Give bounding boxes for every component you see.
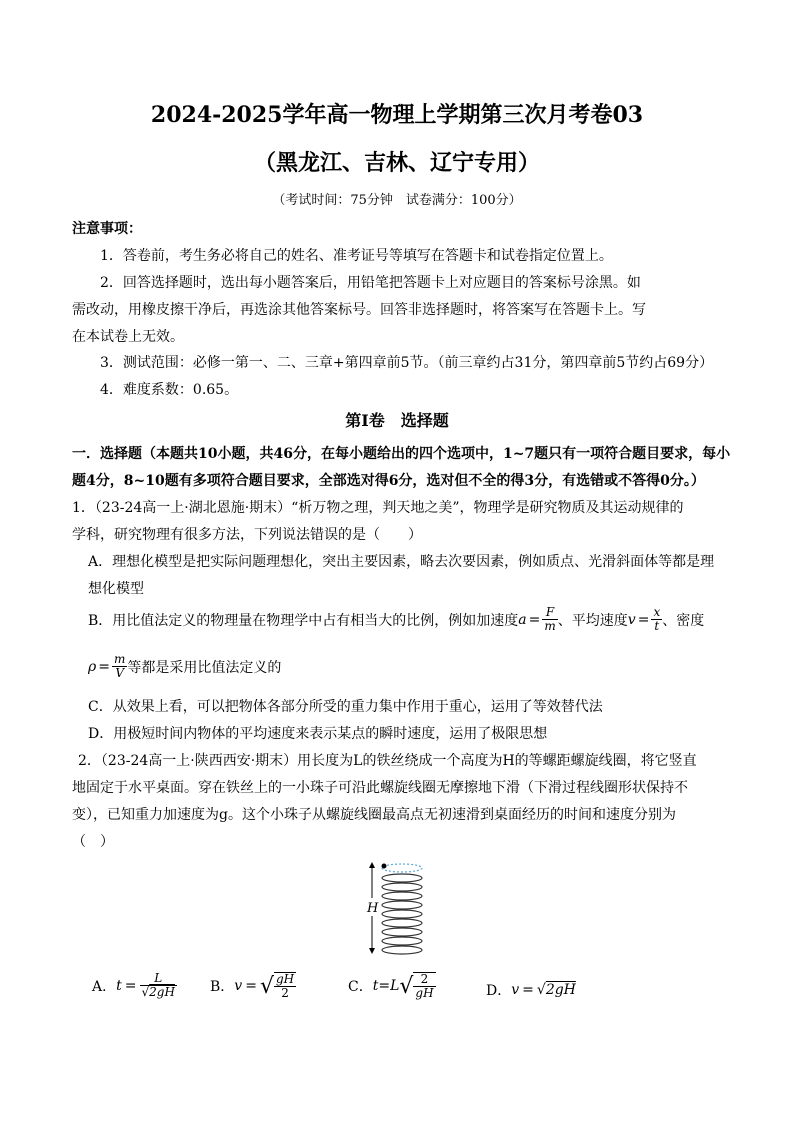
q1-stem-line-1: 1．（23-24高一上·湖北恩施·期末）“析万物之理，判天地之美”，物理学是研究物质及其运动规律的: [72, 500, 684, 516]
note-2-line-1: 2．回答选择题时，选出每小题答案后，用铅笔把答题卡上对应题目的答案标号涂黑。如: [100, 275, 641, 291]
option-c-fraction: [413, 972, 435, 1000]
option-a-label: A．: [92, 978, 117, 995]
option-c-t-l: t=L: [372, 978, 400, 994]
option-a-denominator: √2gH: [141, 985, 175, 999]
q1-option-a-line-1: A．理想化模型是把实际问题理想化，突出主要因素，略去次要因素，例如质点、光滑斜面体等都是理: [88, 554, 715, 570]
option-d-radicand: 2gH: [545, 982, 576, 998]
note-4: 4．难度系数：0.65。: [100, 382, 239, 398]
option-a-numerator: L: [140, 972, 177, 986]
q1-option-a-line-2: 想化模型: [88, 581, 144, 597]
arrow-head-top: [369, 862, 375, 868]
density-mass-symbol: m: [113, 652, 126, 666]
arrow-head-bottom: [369, 948, 375, 954]
time-symbol: t: [654, 619, 660, 633]
q1-option-b-line-2: ρ = $\frac{m}{V}$ 等都是采用比值法定义的: [88, 652, 282, 680]
displacement-symbol: x: [653, 605, 661, 619]
mass-symbol: m: [544, 619, 556, 633]
density-symbol: ρ: [88, 658, 97, 675]
option-b-v: v: [234, 978, 243, 994]
option-a-t: t: [116, 977, 122, 994]
density-text: 、密度: [662, 612, 705, 629]
section-intro-line-1: 一．选择题（本题共10小题，共46分，在每小题给出的四个选项中，1~7题只有一项符合题目要求，每小: [72, 446, 731, 462]
note-2-line-2: 需改动，用橡皮擦干净后，再选涂其他答案标号。回答非选择题时，将答案写在答题卡上。写: [72, 302, 646, 318]
bead: [382, 864, 387, 869]
option-c-numerator: 2: [413, 973, 435, 987]
avg-velocity-text: 、平均速度: [557, 612, 628, 629]
height-label: H: [367, 901, 379, 916]
note-1: 1．答卷前，考生务必将自己的姓名、准考证号等填写在答题卡和试卷指定位置上。: [100, 248, 613, 264]
section-intro-line-2: 题4分，8~10题有多项符合题目要求，全部选对得6分，选对但不全的得3分，有选错或不答得0分。）: [72, 473, 705, 489]
volume-symbol: V: [115, 666, 124, 680]
q2-stem-line-1: 2．（23-24高一上·陕西西安·期末）用长度为L的铁丝绕成一个高度为H的等螺距螺旋线圈，将它竖直: [78, 753, 697, 769]
q1-option-c: C．从效果上看，可以把物体各部分所受的重力集中作用于重心，运用了等效替代法: [88, 699, 603, 715]
density-fraction: [112, 653, 127, 680]
q2-option-a: A． t = $\frac{L}{√2gH}$: [92, 971, 175, 999]
page-title: 2024-2025学年高一物理上学期第三次月考卷03: [150, 102, 644, 128]
note-3: 3．测试范围：必修一第一、二、三章+第四章前5节。（前三章约占31分，第四章前5节约占69分）: [100, 355, 714, 371]
q1-option-d: D．用极短时间内物体的平均速度来表示某点的瞬时速度，运用了极限思想: [88, 726, 548, 742]
q2-stem-line-4: （ ）: [72, 834, 114, 850]
helix-coil-figure: [356, 858, 436, 960]
page-subtitle: （黑龙江、吉林、辽宁专用）: [253, 150, 540, 176]
q1-option-b-text-2: 等都是采用比值法定义的: [127, 659, 282, 676]
notes-heading: 注意事项：: [72, 221, 142, 237]
equals-sign: =: [528, 611, 541, 628]
q1-option-b-line-1: B．用比值法定义的物理量在物理学中占有相当大的比例，例如加速度 a = $\frac{F}{m}$ 、平均速度 v = $\frac{x}{t}$ 、密度: [88, 605, 705, 633]
force-symbol: F: [542, 606, 557, 620]
q2-stem-line-3: 变），已知重力加速度为g。这个小珠子从螺旋线圈最高点无初速滑到桌面经历的时间和速度分别为: [72, 807, 676, 823]
accel-symbol: a: [518, 611, 527, 628]
exam-meta: （考试时间：75分钟 试卷满分：100分）: [272, 193, 522, 208]
accel-fraction: [542, 606, 557, 633]
velocity-symbol: v: [627, 611, 636, 628]
q2-option-b: B． v = √ $\frac{gH}{2}$: [210, 972, 295, 1000]
q1-option-b-text: B．用比值法定义的物理量在物理学中占有相当大的比例，例如加速度: [88, 612, 519, 629]
coil-turns: [382, 864, 422, 954]
note-2-line-3: 在本试卷上无效。: [72, 329, 184, 345]
option-d-label: D．: [486, 983, 512, 999]
section-title: 第Ⅰ卷 选择题: [345, 411, 449, 430]
q2-option-c: C． t=L √ $\frac{2}{gH}$: [348, 972, 434, 1000]
q2-option-d: D． v = √ 2gH: [486, 982, 576, 999]
option-b-fraction: [274, 972, 296, 1000]
option-a-fraction: [140, 972, 177, 999]
q1-stem-line-2: 学科，研究物理有很多方法，下列说法错误的是（ ）: [72, 527, 422, 543]
option-b-numerator: gH: [275, 972, 295, 986]
velocity-fraction: [651, 606, 662, 633]
option-b-label: B．: [210, 979, 235, 995]
q2-stem-line-2: 地固定于水平桌面。穿在铁丝上的一小珠子可沿此螺旋线圈无摩擦地下滑（下滑过程线圈形状保持不: [72, 780, 688, 796]
option-d-v: v: [511, 982, 520, 998]
option-b-denominator: 2: [281, 986, 289, 1000]
option-c-label: C．: [348, 979, 373, 995]
option-c-denominator: gH: [415, 986, 434, 1000]
